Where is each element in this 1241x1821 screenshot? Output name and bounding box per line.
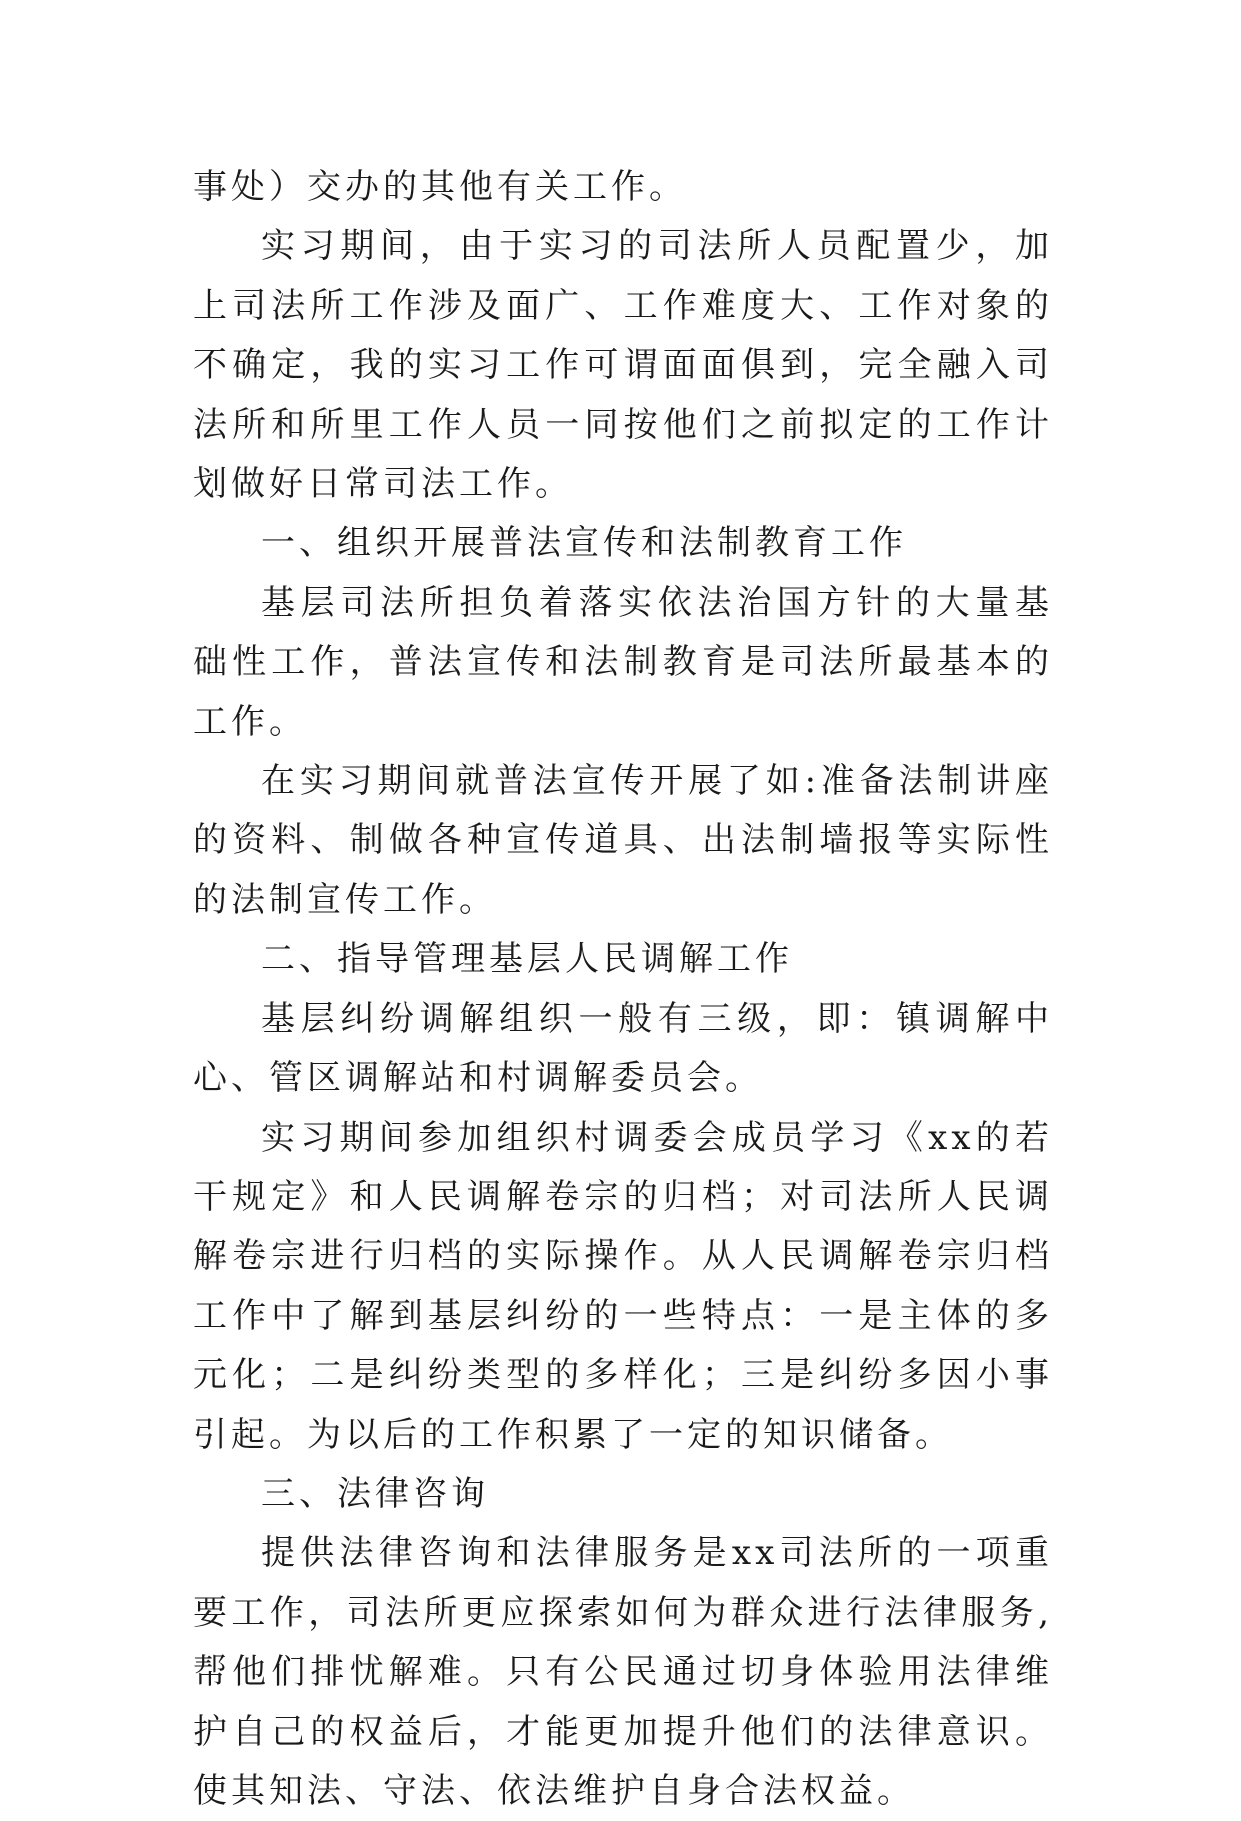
paragraph-grassroots-office-duties: 基层司法所担负着落实依法治国方针的大量基础性工作，普法宣传和法制教育是司法所最基本的工作。 <box>193 582 1053 742</box>
paragraph-internship-overview: 实习期间，由于实习的司法所人员配置少，加上司法所工作涉及面广、工作难度大、工作对象的不确定，我的实习工作可谓面面俱到，完全融入司法所和所里工作人员一同按他们之前拟定的工作计划做好日常司法工作。 <box>193 226 1053 505</box>
paragraph-mediation-archiving: 实习期间参加组织村调委会成员学习《xx的若干规定》和人民调解卷宗的归档；对司法所人民调解卷宗进行归档的实际操作。从人民调解卷宗归档工作中了解到基层纠纷的一些特点：一是主体的多元化；二是纠纷类型的多样化；三是纠纷多因小事引起。为以后的工作积累了一定的知识储备。 <box>193 1117 1053 1455</box>
document-body <box>193 158 1053 1821</box>
paragraph-mediation-levels: 基层纠纷调解组织一般有三级，即：镇调解中心、管区调解站和村调解委员会。 <box>193 998 1053 1099</box>
paragraph-legal-services: 提供法律咨询和法律服务是xx司法所的一项重要工作，司法所更应探索如何为群众进行法律服务,帮他们排忧解难。只有公民通过切身体验用法律维护自己的权益后，才能更加提升他们的法律意识。使其知法、守法、依法维护自身合法权益。 <box>193 1533 1053 1811</box>
section-heading-mediation: 二、指导管理基层人民调解工作 <box>261 939 793 980</box>
section-heading-legal-publicity: 一、组织开展普法宣传和法制教育工作 <box>261 523 907 564</box>
section-heading-legal-consultation: 三、法律咨询 <box>261 1473 489 1514</box>
paragraph-continuation: 事处）交办的其他有关工作。 <box>193 167 687 207</box>
paragraph-publicity-activities: 在实习期间就普法宣传开展了如:准备法制讲座的资料、制做各种宣传道具、出法制墙报等实际性的法制宣传工作。 <box>193 761 1053 920</box>
